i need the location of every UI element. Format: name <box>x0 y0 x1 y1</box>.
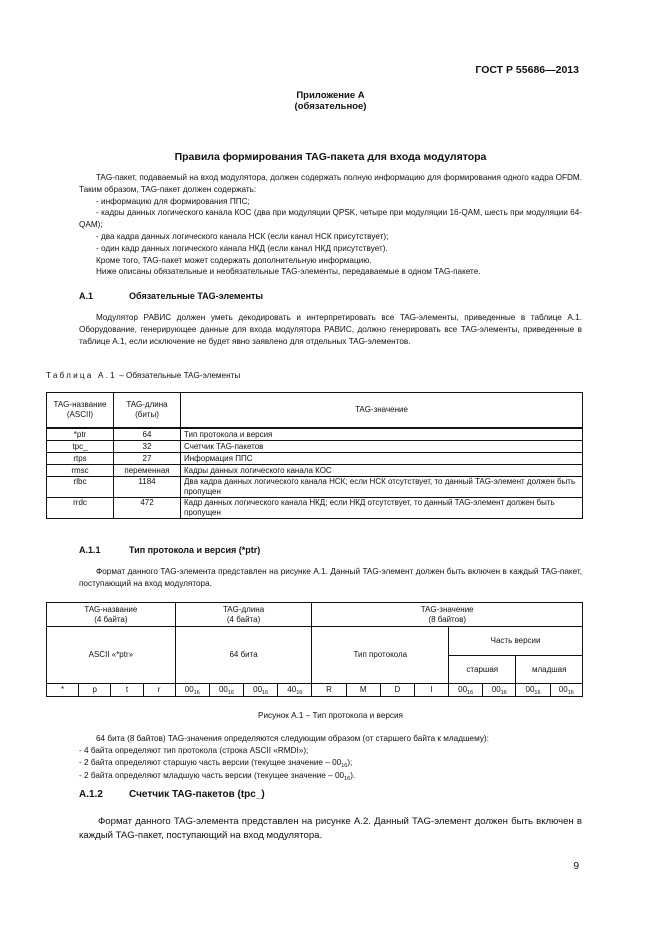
table-caption-prefix: Таблица А.1 <box>46 371 117 380</box>
intro-list-item: - информацию для формирования ППС; <box>96 196 250 206</box>
annex-status: (обязательное) <box>294 101 367 112</box>
figure-a1-caption: Рисунок А.1 – Тип протокола и версия <box>257 711 403 720</box>
figure-length-header: TAG-длина (4 байта) <box>175 603 312 627</box>
figure-bits-cell: 64 бита <box>175 627 312 684</box>
intro-list-item: - кадры данных логического канала КОС (два при модуляции QPSK, четыре при модуляции 16-QAM, шесть при модуляции 64-QAM); <box>79 208 582 230</box>
byte-cell: p <box>79 684 111 697</box>
table-cell: 1184 <box>114 477 181 498</box>
figure-ascii-cell: ASCII «*ptr» <box>47 627 176 684</box>
table-cell: переменная <box>114 465 181 477</box>
section-paragraph: Формат данного TAG-элемента представлен на рисунке А.2. Данный TAG-элемент должен быть включен в каждый TAG-пакет, поступающий на вход модулятора. <box>79 816 582 841</box>
table-cell: Кадр данных логического канала НКД; если НКД отсутствует, то данный TAG-элемент должен быть пропущен <box>181 498 583 519</box>
table-a1 <box>46 392 583 519</box>
figure-protocol-cell: Тип протокола <box>312 627 449 684</box>
intro-text <box>79 172 582 278</box>
page-number: 9 <box>573 861 579 872</box>
section-a12-text <box>79 815 582 843</box>
figure-desc-line: - 2 байта определяют старшую часть версии (текущее значение – $00_{16}$); <box>79 757 353 769</box>
byte-cell: $00_{16}$ <box>483 684 516 697</box>
figure-name-header: TAG-название (4 байта) <box>47 603 176 627</box>
table-caption-text: – Обязательные TAG-элементы <box>116 371 241 380</box>
table-cell: rmsc <box>47 465 114 477</box>
byte-cell: $00_{16}$ <box>516 684 550 697</box>
table-cell: rlbc <box>47 477 114 498</box>
byte-cell: r <box>143 684 175 697</box>
table-row <box>47 453 583 465</box>
main-title: Правила формирования TAG-пакета для входа модулятора <box>174 151 487 163</box>
intro-list-item: - два кадра данных логического канала НСК (если канал НСК присутствует); <box>96 231 389 241</box>
table-cell: 64 <box>114 428 181 441</box>
table-a1-caption <box>46 371 240 380</box>
section-title: Тип протокола и версия (*ptr) <box>129 545 261 555</box>
section-number: А.1.2 <box>79 789 103 800</box>
table-cell: Тип протокола и версия <box>181 428 583 441</box>
intro-paragraph: Ниже описаны обязательные и необязательные TAG-элементы, передаваемые в одном TAG-пакете. <box>96 267 481 277</box>
header-cell: TAG-название (ASCII) <box>47 393 114 429</box>
table-cell: rtps <box>47 453 114 465</box>
table-row <box>47 498 583 519</box>
section-a11-text <box>79 566 582 590</box>
figure-desc-line: - 2 байта определяют младшую часть версии (текущее значение – $00_{16}$). <box>79 771 356 783</box>
table-cell: *ptr <box>47 428 114 441</box>
section-a12-heading <box>79 789 265 800</box>
table-row <box>47 465 583 477</box>
figure-description <box>79 733 582 784</box>
intro-list-item: - один кадр данных логического канала НКД (если канал НКД присутствует). <box>96 243 388 253</box>
byte-cell: t <box>111 684 143 697</box>
table-cell: Кадры данных логического канала КОС <box>181 465 583 477</box>
header-cell: TAG-длина (биты) <box>114 393 181 429</box>
figure-a1-table <box>46 602 583 697</box>
figure-desc-line: - 4 байта определяют тип протокола (строка ASCII «RMDI»); <box>79 745 309 755</box>
table-cell: 27 <box>114 453 181 465</box>
figure-desc-line: 64 бита (8 байтов) TAG-значения определяются следующим образом (от старшего байта к младшему): <box>96 734 489 743</box>
table-cell: 32 <box>114 441 181 453</box>
byte-cell: D <box>380 684 414 697</box>
table-cell: Счетчик TAG-пакетов <box>181 441 583 453</box>
section-title: Обязательные TAG-элементы <box>129 291 264 301</box>
byte-cell: R <box>312 684 346 697</box>
table-cell: 472 <box>114 498 181 519</box>
standard-number: ГОСТ Р 55686—2013 <box>475 64 579 76</box>
table-cell: Информация ППС <box>181 453 583 465</box>
figure-senior-cell: старшая <box>449 656 516 684</box>
section-paragraph: Модулятор РАВИС должен уметь декодировать и интерпретировать все TAG-элементы, приведенные в таблице А.1. Оборудование, генерирующее данные для входа модулятора РАВИС, должно генерировать все TAG-элементы, приведенные в таблице А.1, если исключение не будет явно заявлено для отдельных TAG-элементов. <box>79 313 582 346</box>
section-title: Счетчик TAG-пакетов (tpc_) <box>129 789 265 800</box>
table-header-row <box>47 393 583 429</box>
byte-cell: $00_{16}$ <box>175 684 209 697</box>
header-cell: TAG-значение <box>181 393 583 429</box>
annex-title: Приложение А <box>296 90 365 101</box>
byte-cell: $00_{16}$ <box>550 684 582 697</box>
section-a11-heading <box>79 545 260 555</box>
section-paragraph: Формат данного TAG-элемента представлен на рисунке А.1. Данный TAG-элемент должен быть включен в каждый TAG-пакет, поступающий на вход модулятора. <box>79 567 582 588</box>
byte-cell: $40_{16}$ <box>278 684 312 697</box>
section-number: А.1 <box>79 291 94 301</box>
table-cell: tpc_ <box>47 441 114 453</box>
byte-cell: $00_{16}$ <box>449 684 483 697</box>
section-a1-heading <box>79 291 263 301</box>
table-cell: Два кадра данных логического канала НСК; если НСК отсутствует, то данный TAG-элемент должен быть пропущен <box>181 477 583 498</box>
intro-paragraph: TAG-пакет, подаваемый на вход модулятора, должен содержать полную информацию для формирования одного кадра OFDM. Таким образом, TAG-пакет должен содержать: <box>79 173 582 194</box>
byte-cell: I <box>414 684 448 697</box>
figure-bytes-row <box>47 684 583 697</box>
table-row <box>47 477 583 498</box>
byte-cell: M <box>346 684 380 697</box>
figure-value-header: TAG-значение (8 байтов) <box>312 603 583 627</box>
table-row <box>47 441 583 453</box>
figure-row <box>47 627 583 656</box>
table-cell: rrdc <box>47 498 114 519</box>
table-row <box>47 428 583 441</box>
section-a1-text <box>79 312 582 347</box>
section-number: А.1.1 <box>79 545 101 555</box>
byte-cell: $00_{16}$ <box>244 684 278 697</box>
byte-cell: $00_{16}$ <box>209 684 243 697</box>
figure-version-cell: Часть версии <box>449 627 583 656</box>
byte-cell: * <box>47 684 79 697</box>
intro-paragraph: Кроме того, TAG-пакет может содержать дополнительную информацию. <box>96 255 372 265</box>
figure-header-row <box>47 603 583 627</box>
figure-junior-cell: младшая <box>516 656 583 684</box>
